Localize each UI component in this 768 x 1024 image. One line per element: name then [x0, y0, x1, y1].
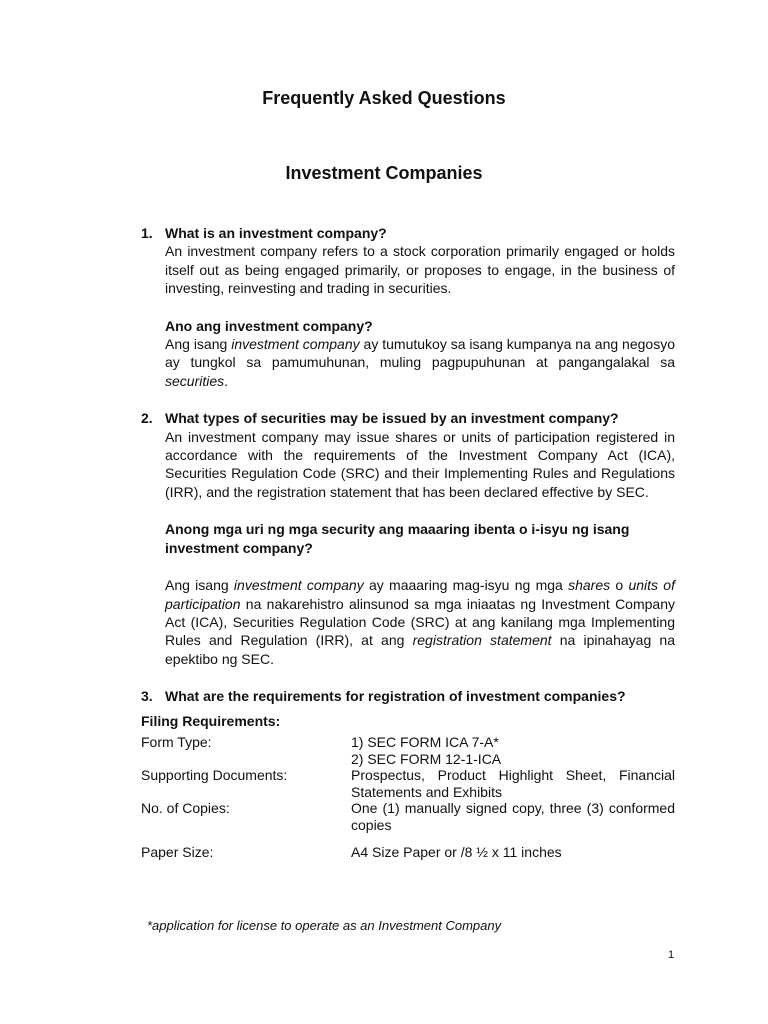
- question-title: What is an investment company?: [165, 225, 387, 241]
- question-title: What are the requirements for registration of investment companies?: [165, 688, 626, 705]
- filing-requirements-title: Filing Requirements:: [141, 712, 281, 729]
- document-subtitle: Investment Companies: [285, 163, 483, 183]
- question-title-tagalog: Anong mga uri ng mga security ang maaaring ibenta o i-isyu ng isang investment company?: [165, 521, 630, 556]
- footnote: *application for license to operate as an Investment Company: [147, 918, 502, 933]
- question-number: 3.: [141, 688, 153, 705]
- row-value: Prospectus, Product Highlight Sheet, Financial Statements and Exhibits: [351, 767, 675, 800]
- answer-text-tagalog: Ang isang investment company ay tumutukoy sa isang kumpanya na ang negosyo ay tungkol sa pamumuhunan, muling pagpupuhunan at pangangalakal sa securities.: [165, 336, 675, 389]
- faq-item-1: [141, 224, 675, 390]
- faq-item-3: [141, 687, 675, 705]
- answer-text-tagalog: Ang isang investment company ay maaaring mag-isyu ng mga shares o units of participation na nakarehistro alinsunod sa mga iniaatas ng Investment Company Act (ICA), Securities Regulation Code (SRC) at ang kanilang mga Implementing Rules and Regulation (IRR), at ang registration statement na ipinahayag na epektibo ng SEC.: [165, 577, 675, 667]
- faq-content: [141, 224, 675, 860]
- row-value: One (1) manually signed copy, three (3) conformed copies: [351, 800, 675, 833]
- row-label: Paper Size:: [141, 843, 214, 860]
- question-number: 2.: [141, 410, 153, 427]
- table-row: [141, 734, 675, 767]
- filing-requirements-table: [141, 734, 675, 860]
- table-row: [141, 800, 675, 833]
- document-title: Frequently Asked Questions: [262, 88, 506, 108]
- row-label: Supporting Documents:: [141, 767, 288, 784]
- row-label: No. of Copies:: [141, 800, 230, 817]
- answer-text: An investment company may issue shares or units of participation registered in accordance with the requirements of the Investment Company Act (ICA), Securities Regulation Code (SRC) and their Implementing Rules and Regulations (IRR), and the registration statement that has been declared effective by SEC.: [165, 428, 675, 500]
- row-label: Form Type:: [141, 733, 212, 750]
- page-number: 1: [668, 949, 675, 961]
- question-title: What types of securities may be issued by an investment company?: [165, 410, 619, 427]
- answer-text: An investment company refers to a stock corporation primarily engaged or holds itself out as being engaged primarily, or proposes to engage, in the business of investing, reinvesting and trading in securities.: [165, 243, 675, 297]
- table-row: [141, 767, 675, 800]
- question-number: 1.: [141, 225, 153, 241]
- table-row: [141, 834, 675, 861]
- row-value: 1) SEC FORM ICA 7-A* 2) SEC FORM 12-1-ICA: [351, 733, 502, 767]
- question-title-tagalog: Ano ang investment company?: [165, 317, 373, 334]
- row-value: A4 Size Paper or /8 ½ x 11 inches: [351, 843, 562, 860]
- faq-item-2: [141, 409, 675, 668]
